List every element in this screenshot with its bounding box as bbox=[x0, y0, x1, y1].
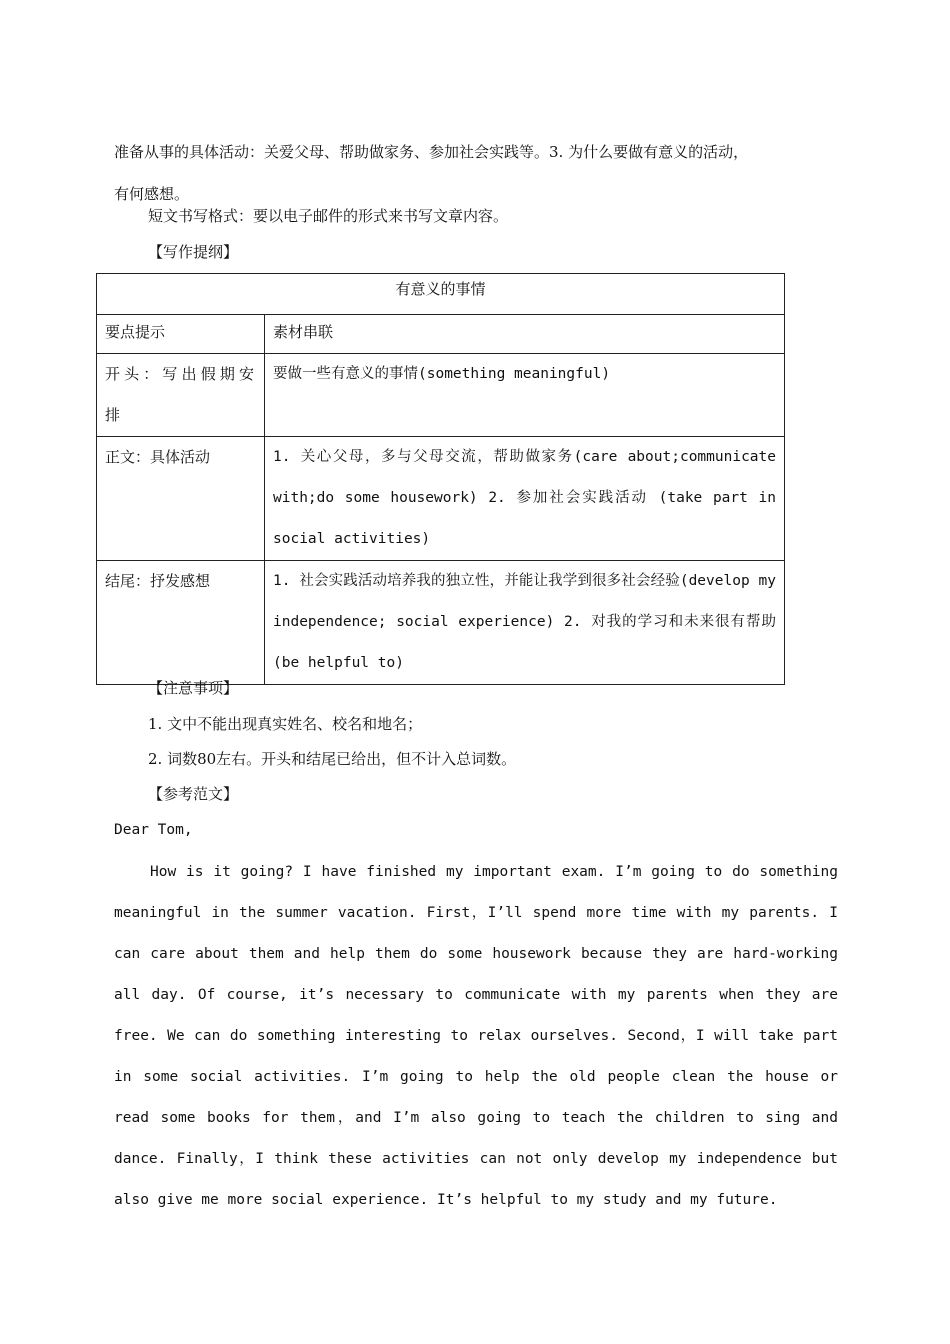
intro-line-2: 有何感想。 bbox=[114, 185, 190, 203]
table-row bbox=[97, 354, 785, 437]
notes-heading: 【注意事项】 bbox=[148, 679, 239, 697]
header-points: 要点提示 bbox=[97, 315, 265, 354]
header-material: 素材串联 bbox=[265, 315, 785, 354]
table-title: 有意义的事情 bbox=[97, 274, 785, 315]
format-note: 短文书写格式：要以电子邮件的形式来书写文章内容。 bbox=[148, 207, 509, 225]
row-point: 结尾：抒发感想 bbox=[97, 561, 265, 685]
table-title-row bbox=[97, 274, 785, 315]
note-item-1: 1. 文中不能出现真实姓名、校名和地名； bbox=[148, 715, 423, 733]
table-header-row bbox=[97, 315, 785, 354]
row-material: 1. 社会实践活动培养我的独立性，并能让我学到很多社会经验(develop my independence; social experience) 2. 对我的学习和未来很有帮助(be helpful to) bbox=[265, 561, 785, 685]
sample-heading: 【参考范文】 bbox=[148, 785, 239, 803]
outline-table bbox=[96, 273, 785, 685]
row-material: 要做一些有意义的事情(something meaningful) bbox=[265, 354, 785, 437]
outline-heading: 【写作提纲】 bbox=[148, 243, 239, 261]
table-row bbox=[97, 561, 785, 685]
row-point: 正文：具体活动 bbox=[97, 437, 265, 561]
sample-letter bbox=[114, 820, 838, 1221]
note-item-2: 2. 词数80左右。开头和结尾已给出，但不计入总词数。 bbox=[148, 750, 517, 768]
row-material: 1. 关心父母，多与父母交流，帮助做家务(care about;communicate with;do some housework) 2. 参加社会实践活动 (take part in social activities) bbox=[265, 437, 785, 561]
table-row bbox=[97, 437, 785, 561]
intro-line-1: 准备从事的具体活动：关爱父母、帮助做家务、参加社会实践等。3. 为什么要做有意义的活动， bbox=[114, 143, 749, 161]
letter-body: How is it going? I have finished my important exam. I’m going to do something meaningful in the summer vacation. First，I’ll spend more time with my parents. I can care about them and help them do some housework because they are hard-working all day. Of course, it’s necessary to communicate with my parents when they are free. We can do something interesting to relax ourselves. Second，I will take part in some social activities. I’m going to help the old people clean the house or read some books for them，and I’m also going to teach the children to sing and dance. Finally，I think these activities can not only develop my independence but also give me more social experience. It’s helpful to my study and my future. bbox=[114, 864, 838, 1208]
letter-salutation: Dear Tom, bbox=[114, 822, 193, 838]
row-point: 开头：写出假期安排 bbox=[97, 354, 265, 437]
